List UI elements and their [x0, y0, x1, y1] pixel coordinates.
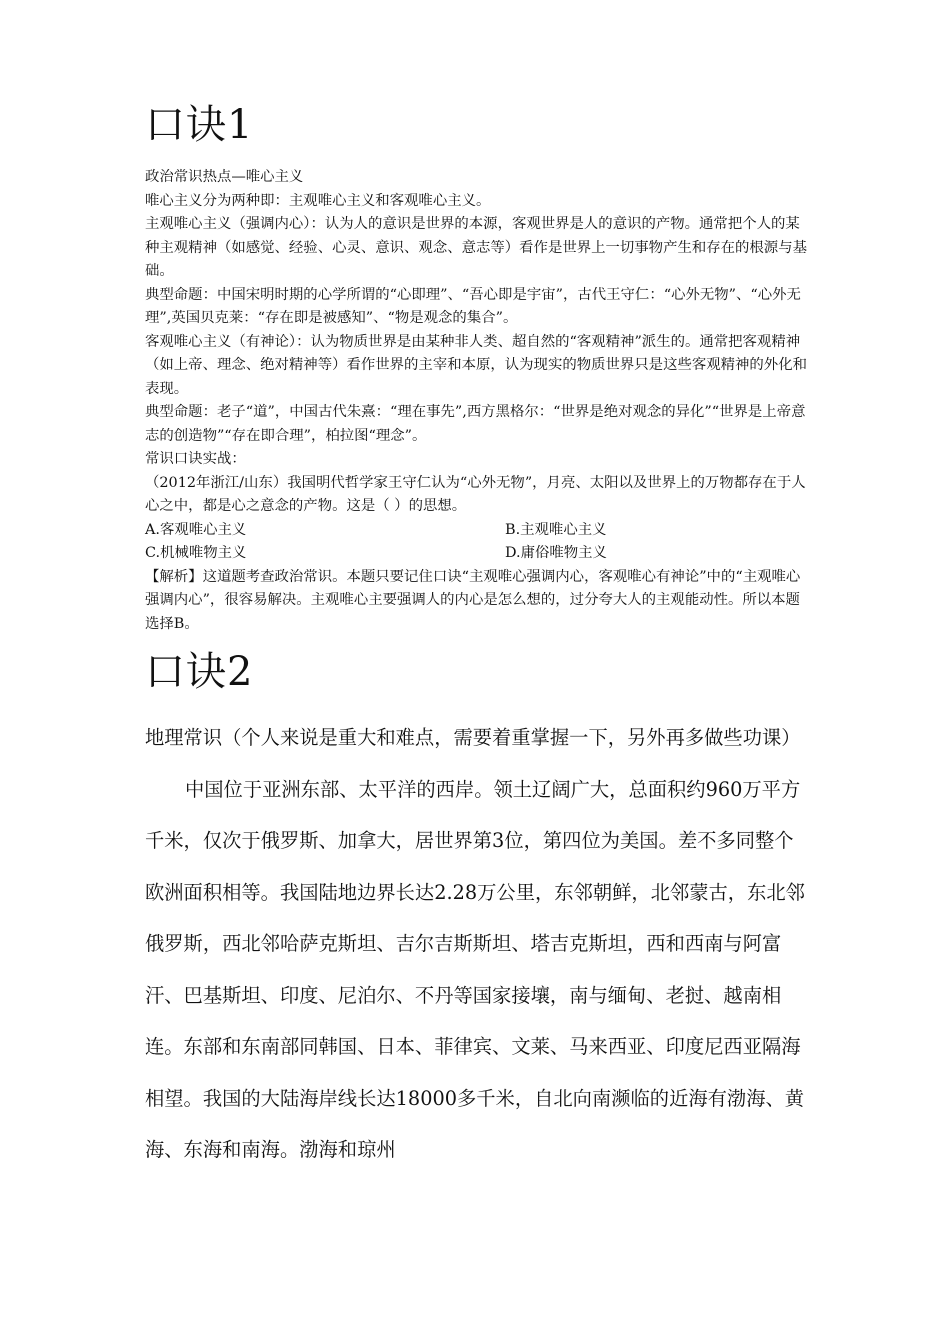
option-b: B.主观唯心主义 — [505, 521, 607, 538]
idealism-intro: 唯心主义分为两种即：主观唯心主义和客观唯心主义。 — [145, 192, 491, 209]
option-c: C.机械唯物主义 — [145, 545, 247, 561]
section1-subtitle: 政治常识热点—唯心主义 — [145, 169, 304, 185]
section2-body — [145, 712, 810, 1176]
option-d: D.庸俗唯物主义 — [505, 545, 607, 561]
subjective-idealism-definition: 主观唯心主义（强调内心）：认为人的意识是世界的本源，客观世界是人的意识的产物。通常把个人的某种主观精神（如感觉、经验、心灵、意识、观念、意志等）看作是世界上一切事物产生和存在的根源与基础。 — [145, 216, 807, 279]
exam-question: （2012年浙江/山东）我国明代哲学家王守仁认为“心外无物”，月亮、太阳以及世界上的万物都存在于人心之中，都是心之意念的产物。这是（ ）的思想。 — [145, 474, 806, 514]
subjective-idealism-examples: 典型命题：中国宋明时期的心学所谓的“心即理”、“吾心即是宇宙”，古代王守仁：“心外无物”、“心外无理”,英国贝克莱：“存在即是被感知”、“物是观念的集合”。 — [145, 286, 801, 326]
section1-heading: 口诀1 — [145, 102, 254, 148]
section1-body — [145, 166, 810, 636]
china-geography-paragraph: 中国位于亚洲东部、太平洋的西岸。领土辽阔广大，总面积约960万平方千米，仅次于俄罗斯、加拿大，居世界第3位，第四位为美国。差不多同整个欧洲面积相等。我国陆地边界长达2.28万公里，东邻朝鲜，北邻蒙古，东北邻俄罗斯，西北邻哈萨克斯坦、吉尔吉斯斯坦、塔吉克斯坦，西和西南与阿富汗、巴基斯坦、印度、尼泊尔、不丹等国家接壤，南与缅甸、老挝、越南相连。东部和东南部同韩国、日本、菲律宾、文莱、马来西亚、印度尼西亚隔海相望。我国的大陆海岸线长达18000多千米，自北向南濒临的近海有渤海、黄海、东海和南海。渤海和琼州 — [145, 777, 805, 1161]
option-a: A.客观唯心主义 — [145, 521, 247, 538]
practice-label: 常识口诀实战： — [145, 451, 246, 467]
answer-analysis: 【解析】这道题考查政治常识。本题只要记住口诀“主观唯心强调内心，客观唯心有神论”中的“主观唯心强调内心”，很容易解决。主观唯心主要强调人的内心是怎么想的，过分夸大人的主观能动性。所以本题选择B。 — [145, 568, 801, 632]
objective-idealism-examples: 典型命题：老子“道”，中国古代朱熹：“理在事先”,西方黑格尔：“世界是绝对观念的异化”“世界是上帝意志的创造物”“存在即合理”，柏拉图“理念”。 — [145, 404, 806, 444]
answer-options — [145, 519, 810, 566]
objective-idealism-definition: 客观唯心主义（有神论）：认为物质世界是由某种非人类、超自然的“客观精神”派生的。通常把客观精神（如上帝、理念、绝对精神等）看作世界的主宰和本原，认为现实的物质世界只是这些客观精神的外化和表现。 — [145, 333, 807, 397]
section2-subtitle: 地理常识（个人来说是重大和难点，需要着重掌握一下，另外再多做些功课） — [145, 726, 801, 749]
section2-heading: 口诀2 — [145, 649, 254, 695]
